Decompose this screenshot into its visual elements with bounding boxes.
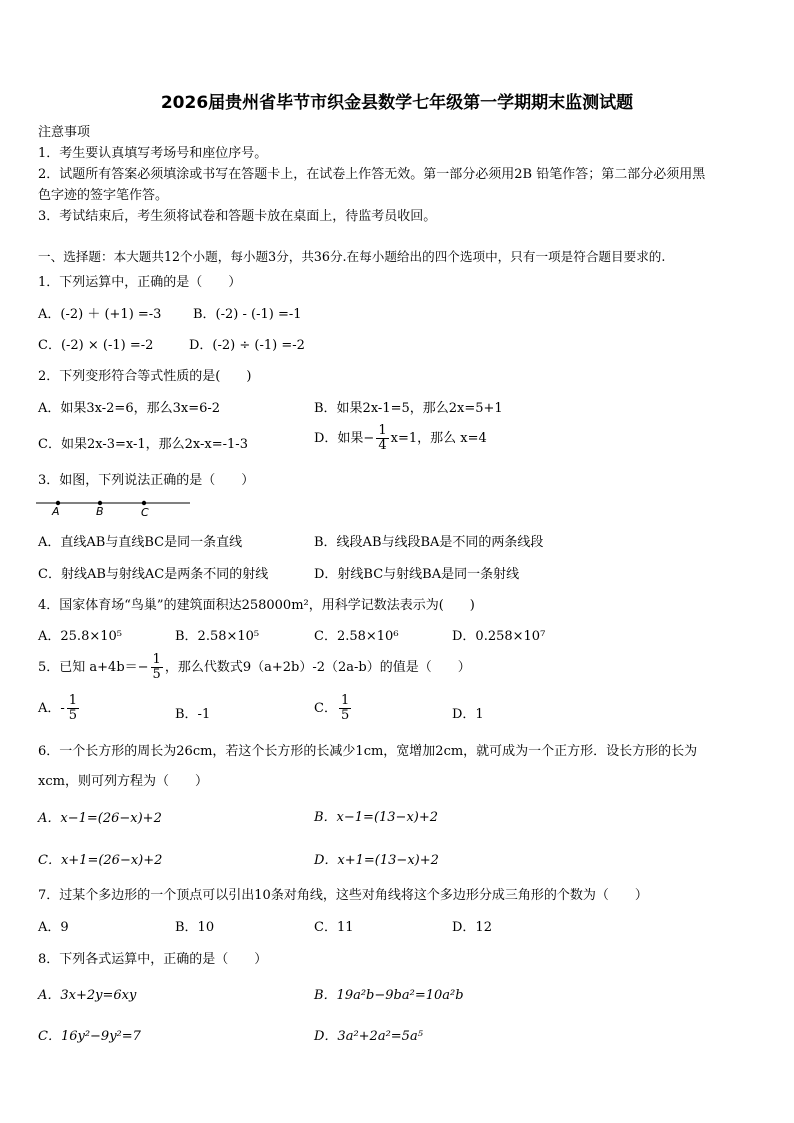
q4-option-c: C．2.58×10⁶ [314, 629, 399, 644]
q7-option-b: B．10 [175, 920, 215, 935]
q5-stem-numerator: 1 [152, 652, 161, 667]
q5-stem-prefix: 5．已知 a+4b＝− [38, 660, 149, 675]
q5-option-a [38, 694, 81, 723]
q3-label-a: A [52, 505, 60, 518]
q8-option-b: B．19a²b−9ba²=10a²b [314, 988, 464, 1003]
q5-stem-denominator: 5 [152, 667, 161, 682]
q2-option-a: A．如果3x-2=6，那么3x=6-2 [38, 401, 221, 416]
q1-option-c: C．(-2) × (-1) =-2 [38, 338, 154, 353]
q5-option-d: D．1 [452, 707, 484, 722]
q4-option-b: B．2.58×10⁵ [175, 629, 260, 644]
q5-stem-suffix: ，那么代数式9（a+2b）-2（2a-b）的值是（ ） [164, 660, 471, 675]
q5-option-c-prefix: C． [314, 701, 337, 716]
q5-a-denominator: 5 [68, 708, 78, 723]
q5-option-b: B．-1 [175, 707, 211, 722]
q2-stem: 2．下列变形符合等式性质的是( ) [38, 369, 252, 384]
q5-option-a-prefix: A．- [38, 701, 65, 716]
page-title: 2026届贵州省毕节市织金县数学七年级第一学期期末监测试题 [160, 93, 634, 113]
q2-d-numerator: 1 [378, 423, 387, 438]
q6-option-d: D．x+1=(13−x)+2 [314, 853, 439, 868]
q1-option-b: B．(-2) - (-1) =-1 [193, 307, 302, 322]
notes-item-2: 2．试题所有答案必须填涂或书写在答题卡上，在试卷上作答无效。第一部分必须用2B 铅笔作答；第二部分必须用黑 [38, 167, 706, 182]
notes-item-3: 3．考试结束后，考生须将试卷和答题卡放在桌面上，待监考员收回。 [38, 209, 437, 224]
q3-label-b: B [96, 505, 104, 518]
q5-option-a-fraction [67, 694, 79, 723]
q5-option-c [314, 694, 353, 723]
q2-option-d-prefix: D．如果− [314, 431, 375, 446]
notes-item-2-cont: 色字迹的签字笔作答。 [38, 188, 169, 203]
q4-option-a: A．25.8×10⁵ [38, 629, 122, 644]
q4-option-d: D．0.258×10⁷ [452, 629, 546, 644]
q5-stem-fraction [151, 653, 163, 682]
q6-stem-line-2: xcm，则可列方程为（ ） [38, 774, 208, 789]
q5-a-numerator: 1 [68, 693, 78, 708]
q2-d-denominator: 4 [378, 438, 387, 453]
q2-option-d-fraction [376, 424, 388, 453]
q3-option-b: B．线段AB与线段BA是不同的两条线段 [314, 535, 544, 550]
q3-option-d: D．射线BC与射线BA是同一条射线 [314, 567, 520, 582]
q7-option-c: C．11 [314, 920, 354, 935]
section-heading: 一、选择题：本大题共12个小题，每小题3分，共36分.在每小题给出的四个选项中，只有一项是符合题目要求的. [38, 249, 666, 264]
q2-option-d-suffix: x=1，那么 x=4 [390, 431, 487, 446]
q3-stem: 3．如图，下列说法正确的是（ ） [38, 473, 255, 488]
notes-item-1: 1．考生要认真填写考场号和座位序号。 [38, 146, 268, 161]
q7-option-a: A．9 [38, 920, 69, 935]
q1-stem: 1．下列运算中，正确的是（ ） [38, 275, 242, 290]
q3-label-c: C [141, 506, 149, 518]
q6-option-a: A．x−1=(26−x)+2 [38, 811, 162, 826]
q6-option-b: B．x−1=(13−x)+2 [314, 810, 439, 825]
q5-c-denominator: 5 [340, 708, 350, 723]
q1-option-d: D．(-2) ÷ (-1) =-2 [189, 338, 305, 353]
q5-c-numerator: 1 [340, 693, 350, 708]
q3-option-c: C．射线AB与射线AC是两条不同的射线 [38, 567, 269, 582]
q4-stem: 4．国家体育场“鸟巢”的建筑面积达258000m²，用科学记数法表示为( ) [38, 598, 475, 613]
q1-option-a: A．(-2) ＋ (+1) =-3 [38, 307, 162, 322]
q7-stem: 7．过某个多边形的一个顶点可以引出10条对角线，这些对角线将这个多边形分成三角形的个数为（ ） [38, 888, 648, 903]
q2-option-d [314, 424, 487, 453]
q8-stem: 8．下列各式运算中，正确的是（ ） [38, 952, 268, 967]
q6-option-c: C．x+1=(26−x)+2 [38, 853, 163, 868]
q3-point-c [142, 501, 146, 505]
q2-option-b: B．如果2x-1=5，那么2x=5+1 [314, 401, 503, 416]
q7-option-d: D．12 [452, 920, 492, 935]
q3-figure [36, 494, 196, 518]
q5-option-c-fraction [339, 694, 351, 723]
q6-stem-line-1: 6．一个长方形的周长为26cm，若这个长方形的长减少1cm，宽增加2cm，就可成为一个正方形．设长方形的长为 [38, 744, 698, 759]
notes-heading: 注意事项 [38, 125, 91, 140]
q8-option-c: C．16y²−9y²=7 [38, 1029, 141, 1044]
q2-option-c: C．如果2x-3=x-1，那么2x-x=-1-3 [38, 437, 248, 452]
q8-option-a: A．3x+2y=6xy [38, 988, 137, 1003]
q8-option-d: D．3a²+2a²=5a⁵ [314, 1029, 423, 1044]
q3-option-a: A．直线AB与直线BC是同一条直线 [38, 535, 243, 550]
q5-stem [38, 653, 471, 682]
